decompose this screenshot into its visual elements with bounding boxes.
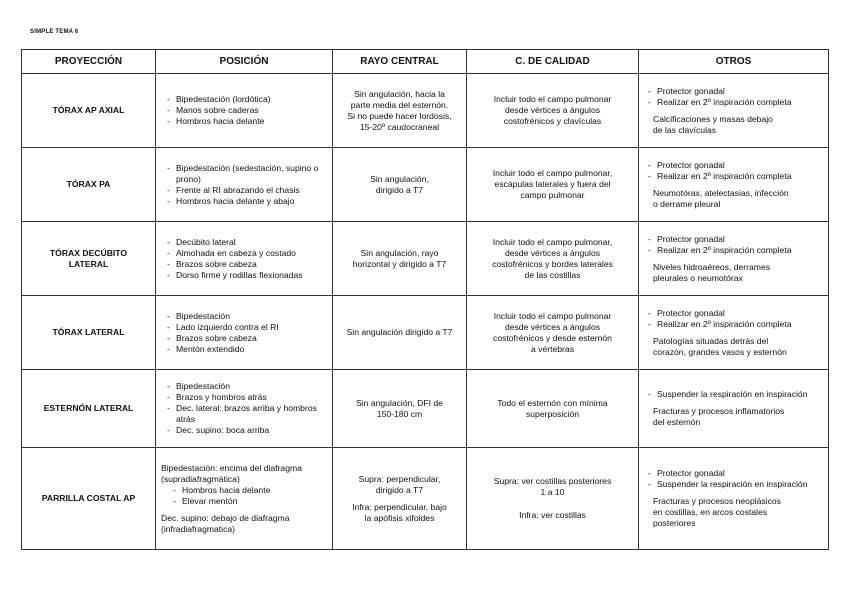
position-cell: [156, 74, 333, 148]
header-proyeccion: PROYECCIÓN: [22, 50, 156, 74]
central-ray-cell: [333, 370, 467, 448]
text-line: Sin angulación, rayo: [360, 247, 439, 258]
list-item: - Lado izquierdo contra el RI: [167, 322, 327, 333]
list-item: - Bipedestación (lordótica): [167, 94, 327, 105]
position-cell: [156, 148, 333, 222]
text-line: Sin angulación dirigido a T7: [346, 327, 453, 337]
quality-cell: [467, 296, 639, 370]
header-otros: OTROS: [639, 50, 829, 74]
text-line: costofrénicos y bordes laterales: [492, 258, 613, 269]
projection-name: TÓRAX AP AXIAL: [22, 74, 156, 148]
text-line: desde vértices a ángulos: [504, 321, 601, 332]
list-item: - Hombros hacia delante: [167, 116, 327, 127]
list-item: - Dec. supino: boca arriba: [167, 425, 327, 436]
list-item: - Elevar mentón: [173, 496, 327, 507]
list-item: - Brazos y hombros atrás: [167, 392, 327, 403]
central-ray-cell: [333, 448, 467, 550]
list-item: - Hombros hacia delante: [173, 485, 327, 496]
text-line: en costillas, en arcos costales: [653, 507, 768, 517]
text-line: superposición: [525, 408, 580, 419]
list-item: - Protector gonadal: [648, 234, 823, 245]
text-line: Bipedestación: encima del diafragma (supradiafragmática): [161, 462, 302, 484]
list-item: - Bipedestación (sedestación, supino o prono): [167, 163, 327, 185]
text-line: posteriores: [653, 518, 696, 528]
projection-name: PARRILLA COSTAL AP: [22, 448, 156, 550]
position-cell: [156, 448, 333, 550]
list-item: - Bipedestación: [167, 311, 327, 322]
list-item: - Protector gonadal: [648, 308, 823, 319]
list-item: - Hombros hacia delante y abajo: [167, 196, 327, 207]
text-line: Supra: ver costillas posteriores: [493, 476, 612, 486]
text-line: Sin angulación,: [370, 173, 429, 184]
text-line: LATERAL: [68, 258, 109, 269]
position-cell: [156, 296, 333, 370]
text-line: Incluir todo el campo pulmonar: [493, 94, 612, 104]
table-row: [22, 296, 829, 370]
text-line: Neumotórax, atelectasias, infección: [653, 187, 789, 198]
text-line: Incluir todo el campo pulmonar,: [492, 168, 613, 178]
text-line: costofrénicos y clavículas: [503, 116, 602, 126]
others-cell: [639, 222, 829, 296]
list-item: - Suspender la respiración en inspiración: [648, 389, 823, 400]
text-line: Sin angulación, hacia la: [354, 88, 445, 99]
list-item: - Brazos sobre cabeza: [167, 333, 327, 344]
text-line: desde vértices a ángulos: [504, 105, 601, 115]
others-cell: [639, 296, 829, 370]
text-line: Incluir todo el campo pulmonar: [493, 310, 612, 321]
text-line: Todo el esternón con mínima: [497, 397, 608, 408]
quality-cell: [467, 222, 639, 296]
quality-cell: [467, 370, 639, 448]
text-line: 150-180 cm: [376, 408, 423, 419]
text-line: escápulas laterales y fuera del: [494, 179, 611, 189]
table-row: [22, 370, 829, 448]
list-item: - Almohada en cabeza y costado: [167, 248, 327, 259]
text-line: 15-20º caudocraneal: [359, 121, 440, 132]
text-line: de las clavículas: [653, 124, 717, 135]
list-item: - Frente al RI abrazando el chasis: [167, 185, 327, 196]
text-line: parte media del esternón.: [350, 99, 449, 110]
quality-cell: [467, 148, 639, 222]
document-label: SIMPLE TEMA 6: [30, 29, 79, 35]
position-cell: [156, 222, 333, 296]
projection-name: ESTERNÓN LATERAL: [22, 370, 156, 448]
header-calidad: C. DE CALIDAD: [467, 50, 639, 74]
projection-name: TÓRAX LATERAL: [22, 296, 156, 370]
radiology-projections-table: [21, 49, 829, 550]
list-item: - Realizar en 2º inspiración completa: [648, 319, 823, 330]
text-line: o derrame pleural: [653, 198, 721, 209]
central-ray-cell: [333, 148, 467, 222]
list-item: - Realizar en 2º inspiración completa: [648, 171, 823, 182]
text-line: Infra: ver costillas: [519, 510, 586, 520]
list-item: - Suspender la respiración en inspiración: [648, 479, 823, 490]
others-cell: [639, 148, 829, 222]
others-cell: [639, 74, 829, 148]
header-posicion: POSICIÓN: [156, 50, 333, 74]
text-line: a vértebras: [531, 343, 574, 354]
text-line: de las costillas: [524, 269, 581, 280]
header-rayo-central: RAYO CENTRAL: [333, 50, 467, 74]
text-line: costofrénicos y desde esternón: [493, 332, 612, 343]
text-line: Supra: perpendicular,: [358, 473, 441, 484]
list-item: - Dorso firme y rodillas flexionadas: [167, 270, 327, 281]
text-line: Infra: perpendicular, bajo: [352, 501, 447, 512]
central-ray-cell: [333, 74, 467, 148]
list-item: - Mentón extendido: [167, 344, 327, 355]
position-cell: [156, 370, 333, 448]
table-row: [22, 74, 829, 148]
text-line: dirigido a T7: [375, 184, 424, 195]
list-item: - Decúbito lateral: [167, 237, 327, 248]
quality-cell: [467, 74, 639, 148]
central-ray-cell: [333, 296, 467, 370]
text-line: horizontal y dirigido a T7: [352, 258, 447, 269]
list-item: - Protector gonadal: [648, 86, 823, 97]
projection-name: TÓRAX PA: [22, 148, 156, 222]
list-item: - Protector gonadal: [648, 160, 823, 171]
text-line: Sin angulación, DFI de: [356, 397, 443, 408]
list-item: - Dec. lateral: brazos arriba y hombros atrás: [167, 403, 327, 425]
central-ray-cell: [333, 222, 467, 296]
quality-cell: [467, 448, 639, 550]
text-line: desde vértices a ángulos: [504, 247, 601, 258]
text-line: pleurales o neumotórax: [653, 272, 743, 283]
text-line: Calcificaciones y masas debajo: [653, 113, 773, 124]
text-line: del esternón: [653, 417, 701, 427]
text-line: dirigido a T7: [375, 484, 424, 495]
text-line: Fracturas y procesos neoplásicos: [653, 496, 782, 506]
list-item: - Manos sobre caderas: [167, 105, 327, 116]
text-line: 1 a 10: [540, 487, 565, 497]
text-line: campo pulmonar: [520, 190, 585, 200]
list-item: - Bipedestación: [167, 381, 327, 392]
text-line: Incluir todo el campo pulmonar,: [492, 236, 613, 247]
list-item: - Brazos sobre cabeza: [167, 259, 327, 270]
others-cell: [639, 448, 829, 550]
list-item: - Protector gonadal: [648, 468, 823, 479]
list-item: - Realizar en 2º inspiración completa: [648, 245, 823, 256]
projection-name: [22, 222, 156, 296]
list-item: - Realizar en 2º inspiración completa: [648, 97, 823, 108]
text-line: Dec. supino: debajo de diafragma (infradiafragmatica): [161, 512, 290, 534]
text-line: la apófisis xifoides: [364, 512, 435, 523]
text-line: Fracturas y procesos inflamatorios: [653, 406, 785, 416]
others-cell: [639, 370, 829, 448]
text-line: Si no puede hacer lordosis,: [347, 110, 452, 121]
text-line: Patologías situadas detrás del: [653, 335, 769, 346]
text-line: Niveles hidroaéreos, derrames: [653, 261, 771, 272]
text-line: corazón, grandes vasos y esternón: [653, 346, 787, 357]
table-row: [22, 148, 829, 222]
text-line: TÓRAX DECÚBITO: [49, 247, 128, 258]
table-row: [22, 448, 829, 550]
table-row: [22, 222, 829, 296]
table-header-row: [22, 50, 829, 74]
